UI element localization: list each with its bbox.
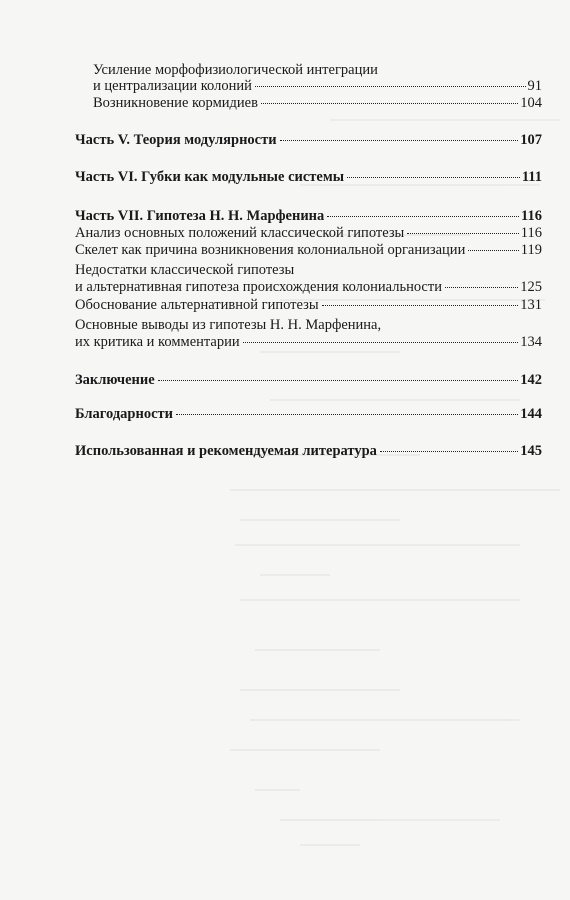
toc-entry-title: их критика и комментарии bbox=[75, 334, 240, 350]
toc-page-number: 134 bbox=[520, 334, 542, 350]
toc-page-number: 145 bbox=[520, 443, 542, 459]
toc-entry-title: и альтернативная гипотеза происхождения колониальности bbox=[75, 279, 442, 295]
toc-part-title: Использованная и рекомендуемая литература bbox=[75, 443, 377, 459]
dot-leader bbox=[380, 451, 518, 452]
toc-entry bbox=[75, 334, 542, 351]
toc-entry bbox=[75, 242, 542, 259]
toc-entry bbox=[75, 225, 542, 242]
toc-part-entry bbox=[75, 372, 542, 389]
toc-entry bbox=[75, 297, 542, 314]
dot-leader bbox=[327, 216, 519, 217]
dot-leader bbox=[255, 86, 526, 87]
toc-entry-line bbox=[93, 62, 378, 79]
toc-entry-title: Скелет как причина возникновения колониальной организации bbox=[75, 242, 466, 258]
toc-entry bbox=[93, 95, 542, 112]
toc-part-entry bbox=[75, 132, 542, 149]
dot-leader bbox=[176, 414, 518, 415]
toc-part-title: Часть VII. Гипотеза Н. Н. Марфенина bbox=[75, 208, 325, 224]
toc-entry bbox=[75, 279, 542, 296]
toc-part-title: Часть V. Теория модулярности bbox=[75, 132, 277, 148]
toc-page-number: 116 bbox=[521, 208, 542, 224]
toc-page-number: 107 bbox=[520, 132, 542, 148]
toc-entry-title: Усиление морфофизиологической интеграции bbox=[93, 62, 378, 78]
toc-page-number: 131 bbox=[520, 297, 542, 313]
toc-page-number: 142 bbox=[520, 372, 542, 388]
toc-part-title: Благодарности bbox=[75, 406, 174, 422]
toc-part-entry bbox=[75, 169, 542, 186]
toc-page-number: 111 bbox=[521, 169, 542, 185]
toc-entry-line bbox=[75, 262, 294, 279]
toc-entry-line bbox=[75, 317, 381, 334]
toc-entry-title: Возникновение кормидиев bbox=[93, 95, 258, 111]
dot-leader bbox=[322, 305, 519, 306]
dot-leader bbox=[243, 342, 519, 343]
toc-page-number: 116 bbox=[520, 225, 542, 241]
toc-entry-title: Анализ основных положений классической гипотезы bbox=[75, 225, 405, 241]
dot-leader bbox=[468, 250, 518, 251]
toc-part-title: Часть VI. Губки как модульные системы bbox=[75, 169, 345, 185]
toc-page-number: 144 bbox=[520, 406, 542, 422]
toc-page-number: 91 bbox=[527, 78, 542, 94]
toc-part-entry bbox=[75, 443, 542, 460]
toc-page-number: 104 bbox=[520, 95, 542, 111]
toc-part-entry bbox=[75, 208, 542, 225]
toc-part-title: Заключение bbox=[75, 372, 155, 388]
toc-entry-title: и централизации колоний bbox=[93, 78, 252, 94]
dot-leader bbox=[407, 233, 518, 234]
toc-page-number: 119 bbox=[520, 242, 542, 258]
dot-leader bbox=[445, 287, 518, 288]
toc-entry-title: Недостатки классической гипотезы bbox=[75, 262, 295, 278]
toc-entry-title: Обоснование альтернативной гипотезы bbox=[75, 297, 319, 313]
toc-entry-title: Основные выводы из гипотезы Н. Н. Марфенина, bbox=[75, 317, 382, 333]
toc-page-number: 125 bbox=[520, 279, 542, 295]
dot-leader bbox=[158, 380, 519, 381]
toc-entry bbox=[93, 78, 542, 95]
dot-leader bbox=[261, 103, 518, 104]
dot-leader bbox=[347, 177, 520, 178]
dot-leader bbox=[280, 140, 519, 141]
toc-part-entry bbox=[75, 406, 542, 423]
